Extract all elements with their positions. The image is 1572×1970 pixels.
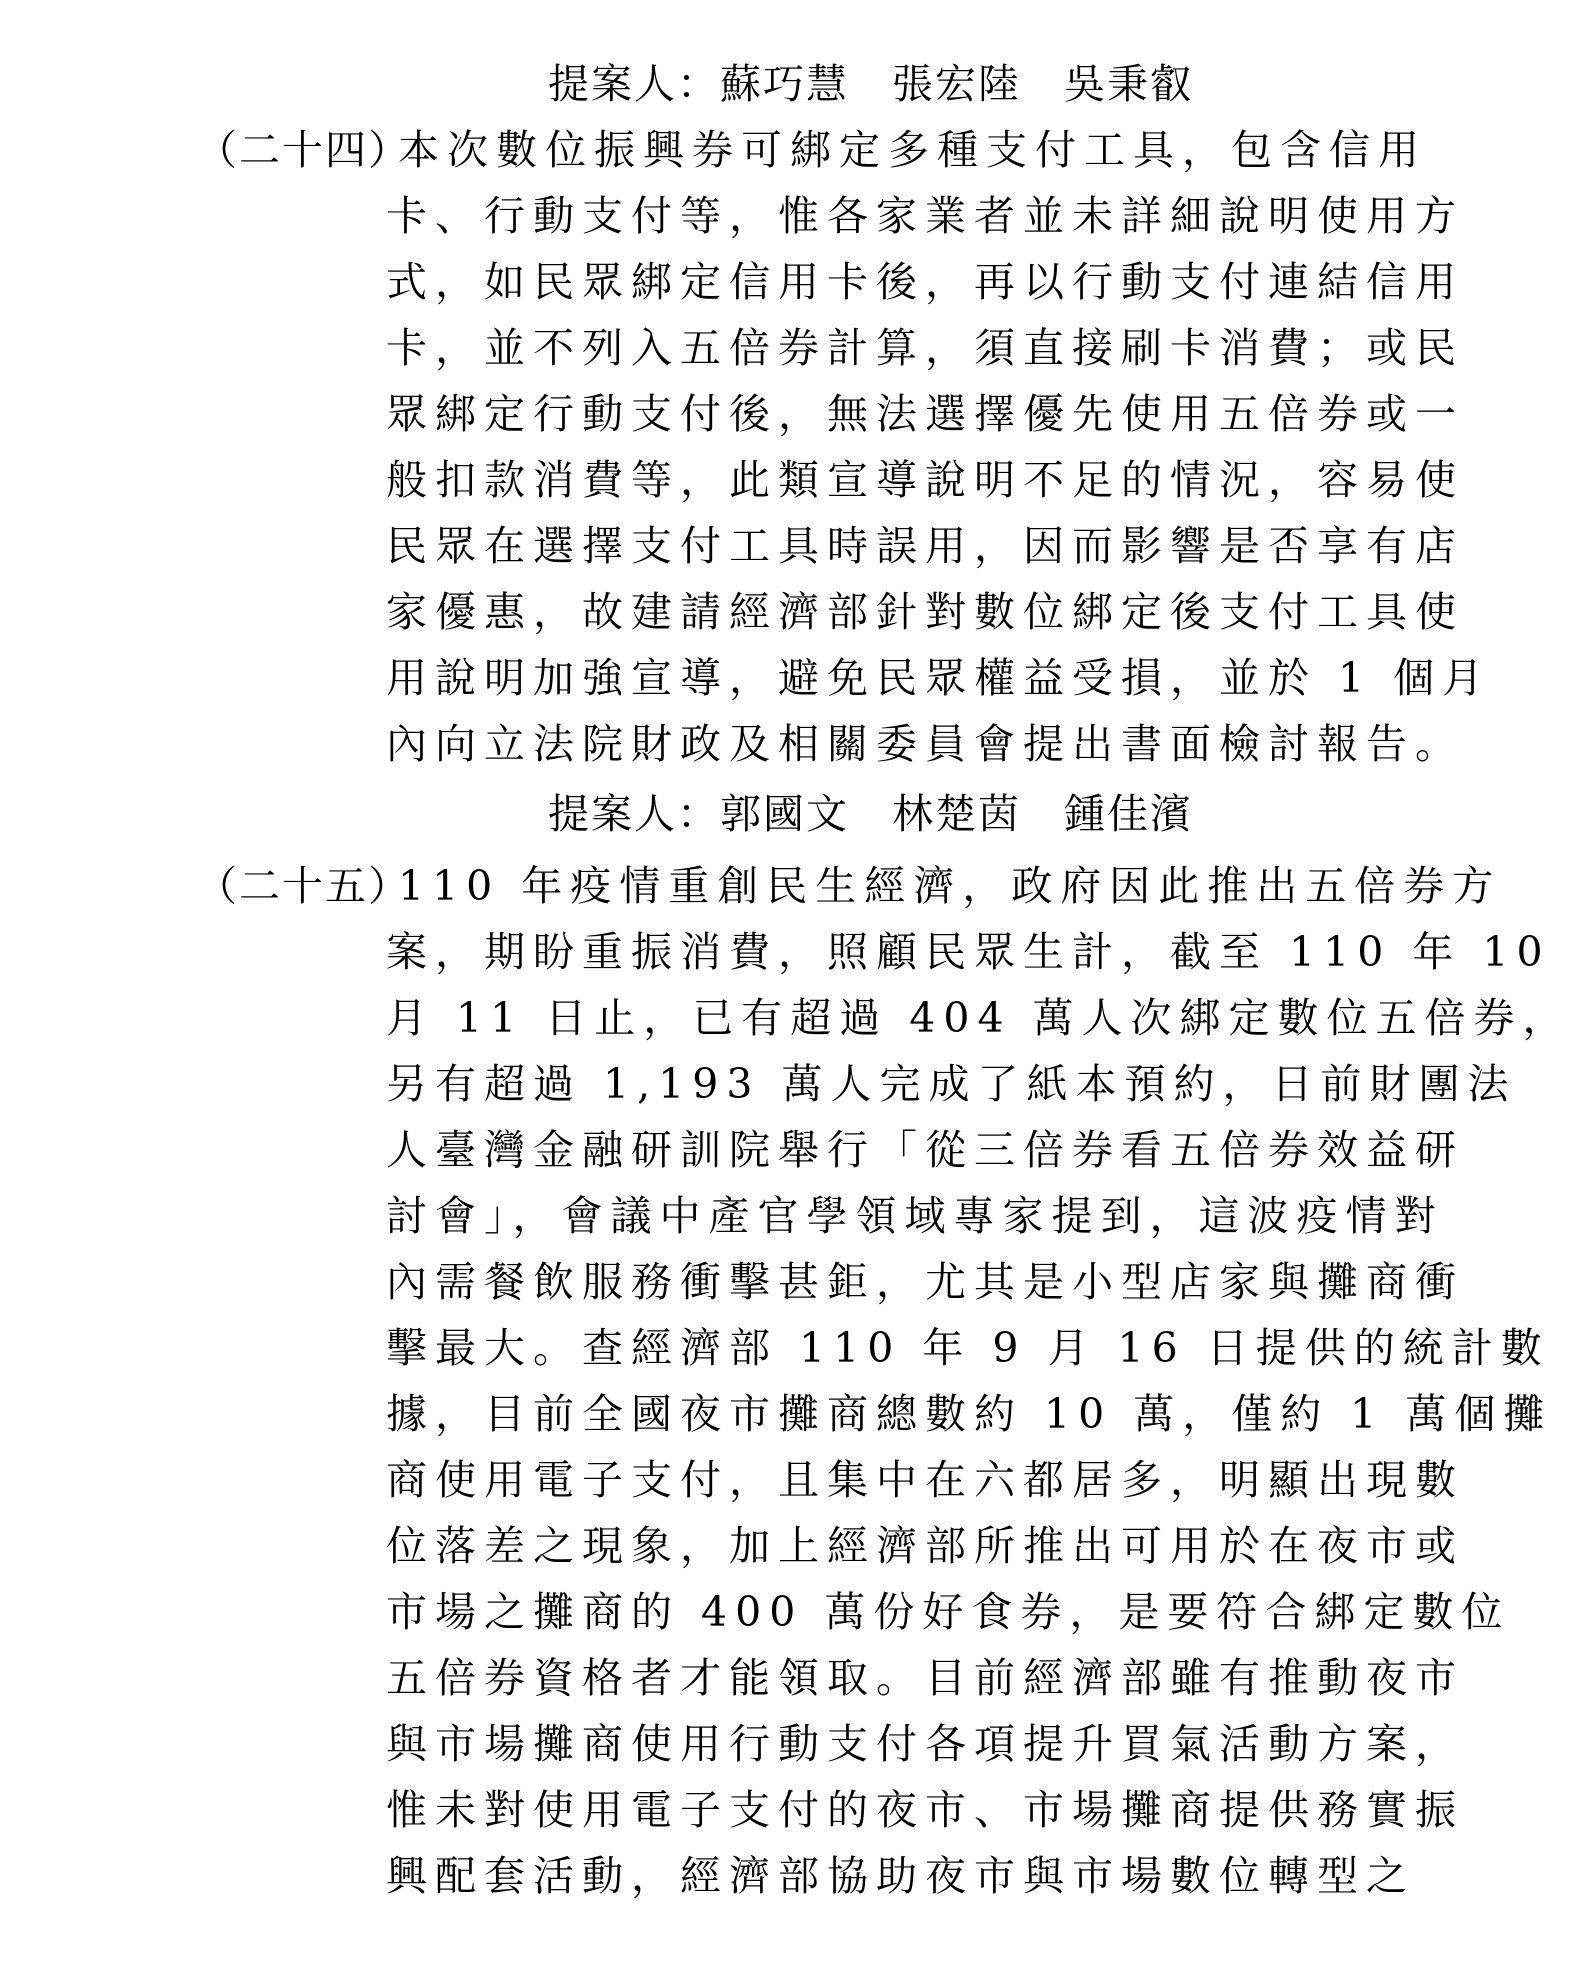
item-25-line: 110 年疫情重創民生經濟，政府因此推出五倍券方 (398, 862, 1502, 910)
item-25-line: 惟未對使用電子支付的夜市、市場攤商提供務實振 (386, 1786, 1464, 1834)
item-25-line: 月 11 日止，已有超過 404 萬人次綁定數位五倍券， (386, 994, 1572, 1042)
item-25-line: 案，期盼重振消費，照顧民眾生計，截至 110 年 10 (386, 928, 1551, 976)
item-25-line: 位落差之現象，加上經濟部所推出可用於在夜市或 (386, 1522, 1464, 1570)
item-24-line: 般扣款消費等，此類宣導說明不足的情況，容易使 (386, 456, 1464, 504)
proposer-line-1: 提案人：蘇巧慧 張宏陸 吳秉叡 (548, 60, 1193, 108)
item-24-line: 卡、行動支付等，惟各家業者並未詳細說明使用方 (386, 192, 1464, 240)
proposer-line-2: 提案人：郭國文 林楚茵 鍾佳濱 (548, 790, 1193, 838)
item-25-line: 與市場攤商使用行動支付各項提升買氣活動方案， (386, 1720, 1464, 1768)
item-24-line: 卡，並不列入五倍券計算，須直接刷卡消費；或民 (386, 324, 1464, 372)
item-25-line: 據，目前全國夜市攤商總數約 10 萬，僅約 1 萬個攤 (386, 1390, 1553, 1438)
item-24-line: 家優惠，故建請經濟部針對數位綁定後支付工具使 (386, 588, 1464, 636)
item-24-label: （二十四） (196, 126, 411, 174)
item-25-line: 五倍券資格者才能領取。目前經濟部雖有推動夜市 (386, 1654, 1464, 1702)
item-24-line: 本次數位振興券可綁定多種支付工具，包含信用 (398, 126, 1427, 174)
item-25-line: 內需餐飲服務衝擊甚鉅，尤其是小型店家與攤商衝 (386, 1258, 1464, 1306)
item-25-label: （二十五） (196, 862, 411, 910)
item-25-line: 市場之攤商的 400 萬份好食券，是要符合綁定數位 (386, 1588, 1511, 1636)
item-25-line: 商使用電子支付，且集中在六都居多，明顯出現數 (386, 1456, 1464, 1504)
item-25-line: 擊最大。查經濟部 110 年 9 月 16 日提供的統計數 (386, 1324, 1550, 1372)
item-25-line: 另有超過 1,193 萬人完成了紙本預約，日前財團法 (386, 1060, 1517, 1108)
item-25-line: 討會」，會議中產官學領域專家提到，這波疫情對 (386, 1192, 1444, 1240)
item-24-line: 內向立法院財政及相關委員會提出書面檢討報告。 (386, 720, 1464, 768)
item-24-line: 式，如民眾綁定信用卡後，再以行動支付連結信用 (386, 258, 1464, 306)
item-24-line: 眾綁定行動支付後，無法選擇優先使用五倍券或一 (386, 390, 1464, 438)
item-24-line: 民眾在選擇支付工具時誤用，因而影響是否享有店 (386, 522, 1464, 570)
item-24-line: 用說明加強宣導，避免民眾權益受損，並於 1 個月 (386, 654, 1492, 702)
item-25-line: 興配套活動，經濟部協助夜市與市場數位轉型之 (386, 1852, 1415, 1900)
item-25-line: 人臺灣金融研訓院舉行「從三倍券看五倍券效益研 (386, 1126, 1464, 1174)
